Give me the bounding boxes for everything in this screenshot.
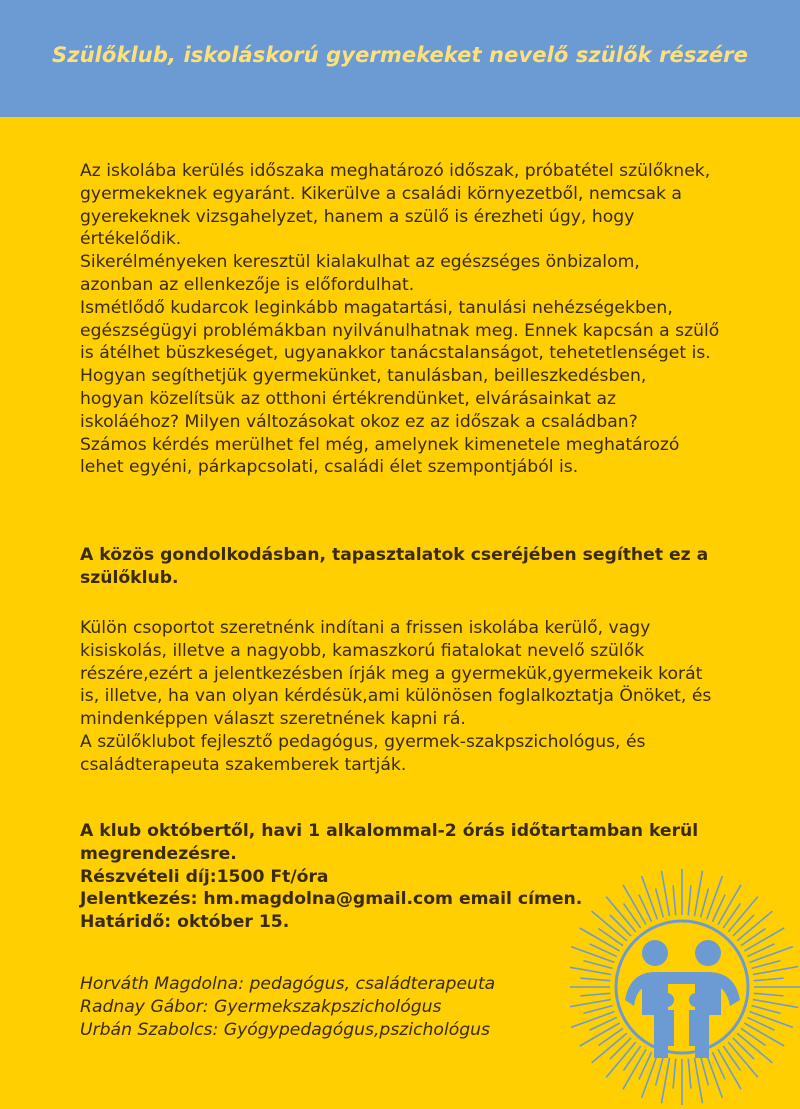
sun-ray: [753, 1000, 798, 1008]
sun-ray: [571, 1012, 614, 1028]
highlight-paragraph: [80, 544, 770, 590]
intro-line: hogyan közelítsük az otthoni értékrendünket, elvárásainkat az: [80, 388, 617, 409]
highlight-line: A közös gondolkodásban, tapasztalatok cseréjében segíthet ez a: [80, 545, 709, 565]
intro-line: iskoláéhoz? Milyen változásokat okoz ez az időszak a családban?: [80, 411, 638, 432]
groups-line: Külön csoportot szeretnénk indítani a frissen iskolába kerülő, vagy: [80, 618, 651, 638]
sun-ray: [580, 978, 610, 981]
sun-ray: [570, 1000, 611, 1008]
sun-ray: [583, 961, 612, 969]
header-band: [0, 0, 800, 117]
sun-ray: [741, 928, 766, 945]
intro-line: gyerekeknek vizsgahelyzet, hanem a szülő is érezheti úgy, hogy: [80, 206, 635, 227]
intro-line: gyermekeknek egyaránt. Kikerülve a családi környezetből, nemcsak a: [80, 183, 682, 204]
groups-line: is, illetve, ha van olyan kérdésük,ami különösen foglalkoztatja Önöket, és: [80, 686, 712, 707]
sun-ray: [733, 915, 754, 936]
sun-ray: [623, 903, 640, 928]
sun-ray: [701, 888, 709, 917]
sun-ray: [753, 967, 798, 975]
sun-ray: [752, 1006, 781, 1014]
sun-ray: [754, 993, 784, 996]
sun-ray: [733, 1038, 754, 1059]
details-line: Jelentkezés: hm.magdolna@gmail.com email címen.: [80, 889, 583, 910]
sun-ray: [662, 1058, 670, 1103]
sun-ray: [695, 1058, 703, 1103]
staff-line: Radnay Gábor: Gyermekszakpszichológus: [80, 996, 442, 1017]
groups-line: kisiskolás, illetve a nagyobb, kamaszkorú fiatalokat nevelő szülők: [80, 640, 645, 661]
intro-line: is átélhet büszkeséget, ugyanakkor tanácstalanságot, tehetetlenséget is.: [80, 343, 711, 364]
details-line: Részvételi díj:1500 Ft/óra: [80, 866, 329, 887]
sun-ray: [656, 1057, 664, 1086]
highlight-line: szülőklub.: [80, 567, 179, 588]
details-line: megrendezésre.: [80, 843, 237, 864]
sun-ray: [583, 1006, 612, 1014]
sun-ray: [695, 871, 703, 916]
staff-line: Urbán Szabolcs: Gyógypedagógus,pszichológus: [80, 1019, 490, 1040]
family-logo-icon: [570, 850, 800, 1109]
intro-line: Számos kérdés merülhet fel még, amelynek kimenetele meghatározó: [80, 434, 680, 455]
intro-line: Az iskolába kerülés időszaka meghatározó időszak, próbatétel szülőknek,: [80, 161, 711, 181]
sun-ray: [623, 1046, 640, 1071]
intro-line: lehet egyéni, párkapcsolati, családi élet szempontjából is.: [80, 457, 579, 478]
sun-ray: [750, 1012, 793, 1028]
groups-line: A szülőklubot fejlesztő pedagógus, gyermek-szakpszichológus, és: [80, 731, 646, 752]
intro-line: azonban az ellenkezője is előfordulhat.: [80, 274, 415, 295]
page-title: Szülőklub, iskoláskorú gyermekeket nevelő szülők részére: [52, 43, 748, 67]
sun-ray: [688, 1059, 691, 1089]
sun-ray: [723, 1046, 740, 1071]
sun-ray: [580, 993, 610, 996]
sun-ray: [598, 928, 623, 945]
sun-ray: [707, 1055, 723, 1098]
sun-ray: [673, 1059, 676, 1089]
sun-ray: [741, 1028, 766, 1045]
sun-ray: [662, 871, 670, 916]
sun-ray: [754, 978, 784, 981]
intro-line: Ismétlődő kudarcok leginkább magatartási, tanulási nehézségekben,: [80, 297, 673, 318]
sun-ray: [750, 947, 793, 963]
intro-paragraph: [80, 160, 770, 479]
groups-line: családterapeuta szakemberek tartják.: [80, 754, 407, 775]
groups-paragraph: [80, 617, 770, 777]
intro-line: egészségügyi problémákban nyilvánulhatnak meg. Ennek kapcsán a szülő: [80, 320, 720, 341]
groups-line: mindenképpen választ szeretnének kapni rá.: [80, 709, 466, 730]
sun-ray: [688, 885, 691, 915]
sun-ray: [610, 1038, 631, 1059]
sun-ray: [642, 876, 658, 919]
sun-ray: [707, 876, 723, 919]
sun-ray: [673, 885, 676, 915]
details-line: Határidő: október 15.: [80, 912, 290, 933]
sun-ray: [610, 915, 631, 936]
sun-ray: [701, 1057, 709, 1086]
sun-ray: [570, 967, 611, 975]
intro-line: Hogyan segíthetjük gyermekünket, tanulásban, beilleszkedésben,: [80, 366, 647, 387]
staff-line: Horváth Magdolna: pedagógus, családterapeuta: [80, 974, 496, 994]
sun-ray: [598, 1028, 623, 1045]
intro-line: értékelődik.: [80, 229, 182, 250]
sun-ray: [656, 888, 664, 917]
intro-line: Sikerélményeken keresztül kialakulhat az egészséges önbizalom,: [80, 252, 640, 273]
details-line: A klub októbertől, havi 1 alkalommal-2 órás időtartamban kerül: [80, 821, 699, 841]
sun-ray: [752, 961, 781, 969]
sun-ray: [642, 1055, 658, 1098]
sun-ray: [571, 947, 614, 963]
sun-ray: [723, 903, 740, 928]
groups-line: részére,ezért a jelentkezésben írják meg a gyermekük,gyermekeik korát: [80, 663, 703, 684]
